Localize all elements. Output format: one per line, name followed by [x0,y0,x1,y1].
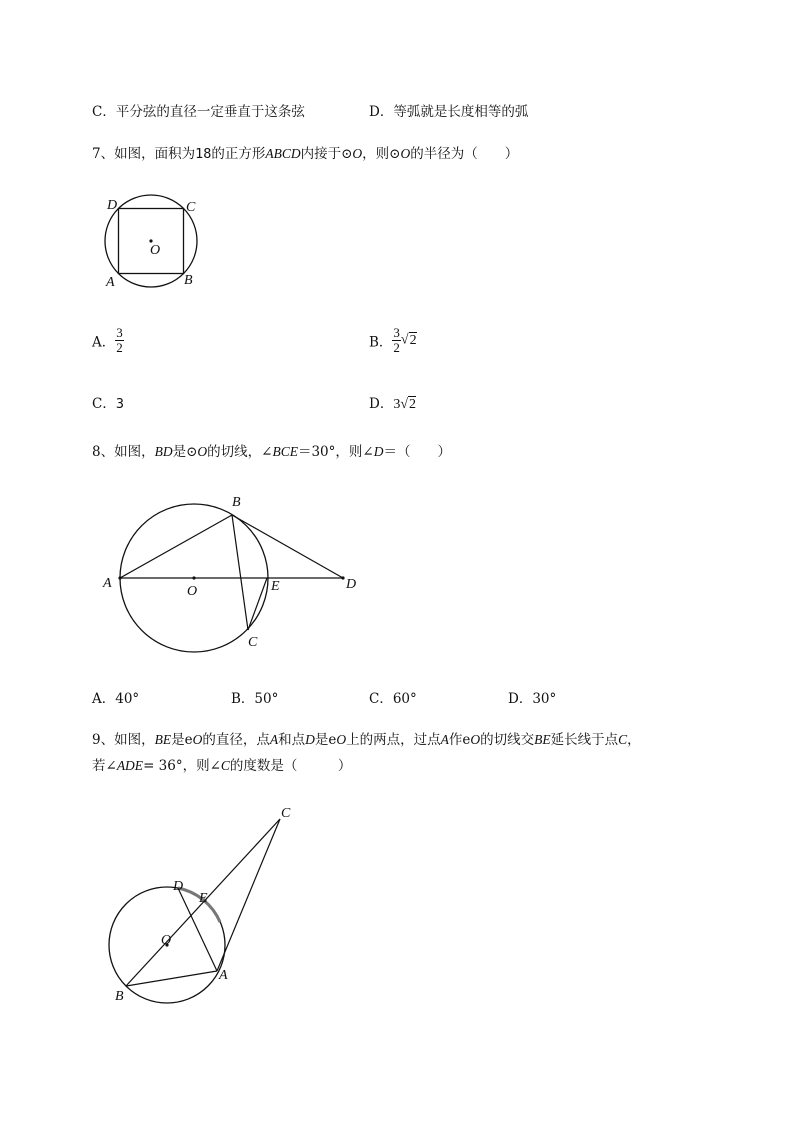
q9-point-name: A [269,732,279,747]
q9-text: 是 [171,732,185,748]
fraction-denominator: 2 [116,340,123,355]
q8-tangent-bd [232,515,343,578]
q9-label-o: O [161,933,172,948]
coefficient: 3 [393,397,401,412]
q8-text: ＝30°，则∠ [297,444,374,460]
q8-point-o [192,576,195,579]
q8-label-d: D [346,577,357,592]
q7-stem [92,142,518,162]
q9-circle-symbol: e [184,732,193,748]
q8-label-c: C [248,635,258,650]
q9-diameter-name: BE [534,732,551,747]
q7-label-d: D [107,198,118,213]
q8-label-e: E [271,579,280,594]
q7-option-c-label: C． [92,396,116,412]
q9-circle-symbol: e [462,732,471,748]
q8-circle-name: O [197,444,208,459]
q9-tangent-ac [217,819,280,971]
q9-text: 延长线于点 [550,732,619,748]
q9-text: 如图， [114,732,155,748]
q9-circle-symbol: e [328,732,337,748]
q7-option-b-label: B． [369,334,393,351]
q9-text: 的度数是（ ） [229,758,352,774]
q7-label-b: B [184,273,193,288]
q9-label-b: B [115,989,124,1004]
q7-option-d-value: 3√2 [393,397,417,412]
q8-label-a: A [103,576,112,591]
q8-number: 8、 [92,444,115,460]
q7-text: ，则⊙ [362,146,401,162]
q8-stem [92,440,451,460]
q9-circle-name: O [470,732,481,747]
q9-point-name: A [440,732,449,747]
q7-text: 如图，面积为 [114,146,196,162]
q9-circle-name: O [336,732,347,747]
q7-option-a-label: A． [92,334,116,351]
q8-option-a: A．40° [92,691,140,707]
q7-circle-name: O [400,146,411,161]
q7-option-a-fraction [115,326,124,355]
q9-point-name: D [305,732,315,747]
q9-circle-name: O [192,732,203,747]
q8-label-b: B [232,495,241,510]
q8-text: 是⊙ [172,444,198,460]
q9-point-name: C [220,758,230,773]
q7-option-b-fraction [392,326,401,355]
q9-label-c: C [281,806,291,821]
q9-text: ， [627,732,641,748]
q7-circle-name: O [352,146,363,161]
q9-figure [95,800,310,1015]
q9-text: 的直径，点 [202,732,270,748]
q8-text: 的切线，∠ [207,444,273,460]
q7-area: 18 [195,146,212,162]
q9-diameter-name: BE [154,732,172,747]
q9-number: 9、 [92,732,115,748]
q9-stem-line1 [92,728,641,748]
q8-option-d: D．30° [508,691,557,707]
q9-text: 的切线交 [480,732,535,748]
q7-option-c [92,392,124,412]
radicand: 2 [409,397,417,412]
q9-text: 是 [314,732,329,748]
q9-stem-line2 [92,754,351,774]
q8-angle-name: BCE [272,444,298,459]
q6-option-c: C．平分弦的直径一定垂直于这条弦 [92,104,305,120]
q7-option-b [369,326,417,355]
q7-label-a: A [106,275,115,290]
q8-angle2-name: D [373,444,384,459]
q9-text: 和点 [278,732,306,748]
q9-text: 作 [448,732,463,748]
q7-figure [95,188,215,298]
q7-text: 内接于⊙ [300,146,353,162]
q8-chord-bc [232,515,248,630]
q9-chord-da [178,888,217,971]
fraction-numerator: 3 [393,325,400,340]
q8-option-b: B．50° [231,691,279,707]
q7-option-b-sqrt: √2 [400,332,417,348]
fraction-numerator: 3 [116,325,123,340]
fraction-denominator: 2 [393,340,400,355]
q8-figure [95,488,375,663]
q9-text: 上的两点，过点 [346,732,441,748]
q8-point-d [341,576,344,579]
q9-point-name: C [618,732,628,747]
q9-label-e: E [199,891,208,906]
q7-option-a [92,326,124,355]
q7-option-d [369,392,416,413]
q8-label-o: O [187,584,198,599]
q8-line-name: BD [154,444,173,459]
q7-square-name: ABCD [265,146,301,161]
q9-angle-name: ADE [116,758,144,773]
q8-chord-ab [120,515,232,578]
q9-label-a: A [219,968,228,983]
q9-chord-ba [126,971,217,986]
q8-point-a [118,576,121,579]
q9-text: = 36°，则∠ [143,758,221,774]
q8-option-c: C．60° [369,691,417,707]
q7-number: 7、 [92,146,115,162]
q8-chord-ce [248,578,267,630]
q8-text: ＝（ ） [383,444,451,460]
q9-label-d: D [173,879,184,894]
q7-option-c-value: 3 [115,396,124,412]
q7-option-d-label: D． [369,396,394,412]
q9-text: 若∠ [92,758,117,774]
radicand: 2 [409,332,417,348]
q6-option-d: D．等弧就是长度相等的弧 [369,104,529,120]
q7-label-c: C [186,200,196,215]
q8-text: 如图， [114,444,155,460]
q7-text: 的半径为（ ） [410,146,519,162]
q7-text: 的正方形 [211,146,266,162]
q7-label-o: O [150,243,161,258]
